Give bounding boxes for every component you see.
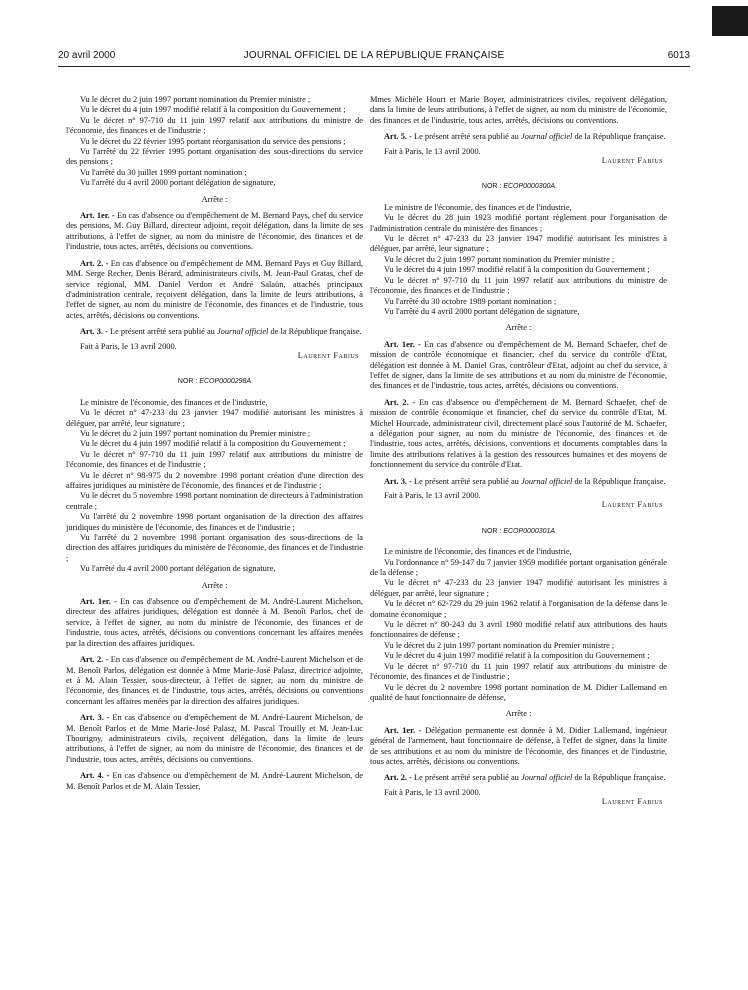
header-rule	[58, 66, 690, 67]
visa-paragraph: Vu le décret n° 98-975 du 2 novembre 1998 portant création d'une direction des affaires juridiques au ministère de l'économie, des finances et de l'industrie ;	[66, 470, 363, 490]
article-text: En cas d'absence ou d'empêchement de MM. Bernard Pays et Guy Billard, MM. Serge Recher, Denis Bérard, administrateurs civils, M. Jean-Paul Gratas, chef de service régional, MM. Daniel Verdon et André Salaün, attachés principaux d'administration centrale, reçoivent délégation, dans la limite de leurs attributions, à l'effet de signer, au nom du ministre de l'économie, des finances et de l'industrie, tous actes, arrêtés, décisions ou conventions.	[66, 258, 364, 320]
signatory: Laurent Fabius	[601, 797, 663, 807]
visa-paragraph: Vu l'arrêté du 30 octobre 1989 portant nomination ;	[384, 296, 557, 306]
article-text: Le présent arrêté sera publié au	[110, 327, 217, 337]
article-label: Art. 3. -	[80, 713, 110, 723]
visa-paragraph: Vu l'arrêté du 30 juillet 1999 portant nomination ;	[80, 167, 247, 177]
article-text: Le présent arrêté sera publié au	[414, 476, 521, 486]
signatory: Laurent Fabius	[601, 156, 663, 166]
visa-paragraph: Vu le décret n° 97-710 du 11 juin 1997 relatif aux attributions du ministre de l'économie, des finances et de l'industrie ;	[66, 449, 363, 470]
arrete-heading: Arrête :	[505, 709, 532, 719]
article-text: de la République française.	[572, 476, 666, 486]
visa-paragraph: Vu l'arrêté du 4 avril 2000 portant délégation de signature,	[80, 178, 276, 188]
article-publication	[370, 477, 667, 487]
article	[370, 340, 667, 392]
corner-page-tab	[712, 6, 748, 36]
visa-paragraph: Vu le décret du 4 juin 1997 modifié relatif à la composition du Gouvernement ;	[384, 265, 650, 275]
article-text: Le présent arrêté sera publié au	[414, 132, 521, 142]
article-text: Délégation permanente est donnée à M. Didier Lallemand, ingénieur général de l'armement, haut fonctionnaire de défense, à l'effet de signer, dans la limite de ses attributions et au nom du ministre de l'économie, des finances et de l'industrie, tous actes, arrêtés, décisions ou conventions.	[370, 725, 667, 766]
article	[66, 211, 363, 253]
article-text: En cas d'absence ou d'empêchement de M. André-Laurent Michelson, de M. Benoît Parlos et de M. Alain Tessier,	[66, 771, 364, 791]
article-publication	[66, 327, 363, 337]
visa-paragraph: Vu le décret du 4 juin 1997 modifié relatif à la composition du Gouvernement ;	[80, 105, 346, 115]
paragraph-continuation: Mmes Michèle Hourt et Marie Boyer, administratrices civiles, reçoivent délégation, dans la limite de leurs attributions, à l'effet de signer, au nom du ministre de l'économie, des finances et de l'industrie, tous actes, arrêtés, décisions ou conventions.	[370, 95, 667, 125]
article	[370, 398, 667, 471]
article-label: Art. 3. -	[384, 476, 412, 486]
visa-paragraph: Vu l'ordonnance n° 59-147 du 7 janvier 1959 modifiée portant organisation générale de la défense ;	[370, 557, 667, 578]
article	[66, 713, 363, 765]
header-date: 20 avril 2000	[58, 50, 116, 61]
visa-paragraph: Vu le décret du 22 février 1995 portant réorganisation du service des pensions ;	[80, 136, 346, 146]
article	[370, 726, 667, 768]
visa-paragraph: Vu le décret du 2 juin 1997 portant nomination du Premier ministre ;	[80, 428, 311, 438]
article-text: de la République française.	[268, 327, 362, 337]
article-text: de la République française.	[572, 132, 666, 142]
nor-label: NOR :	[177, 378, 200, 386]
signature-date: Fait à Paris, le 13 avril 2000.	[384, 787, 481, 797]
journal-title: JOURNAL OFFICIEL DE LA RÉPUBLIQUE FRANÇAISE	[243, 50, 505, 61]
visa-paragraph: Vu le décret du 2 juin 1997 portant nomination du Premier ministre ;	[384, 254, 615, 264]
article-publication	[370, 773, 667, 783]
article-publication	[370, 132, 667, 142]
page-number: 6013	[667, 50, 690, 61]
visa-paragraph: Le ministre de l'économie, des finances et de l'industrie,	[384, 202, 572, 212]
arrete-heading: Arrête :	[201, 580, 228, 590]
visa-paragraph: Le ministre de l'économie, des finances et de l'industrie,	[384, 547, 572, 557]
article-label: Art. 1er. -	[384, 339, 421, 349]
visa-paragraph: Vu l'arrêté du 2 novembre 1998 portant organisation de la direction des affaires juridiques du ministère de l'économie, des finances et de l'industrie ;	[66, 512, 363, 532]
left-column	[66, 95, 363, 792]
nor-label: NOR :	[481, 527, 504, 535]
journal-officiel-ref: Journal officiel	[520, 773, 573, 783]
visa-paragraph: Vu le décret n° 80-243 du 3 avril 1980 modifié relatif aux attributions des hauts fonctionnaires de défense ;	[370, 620, 667, 640]
nor-code: ECOP0000300A	[503, 183, 556, 191]
article-text: En cas d'absence ou d'empêchement de M. Bernard Schaefer, chef de mission de contrôle économique et financier, chef du service du contrôle d'Etat, M. Michel Hourcade, administrateur civil, directement placé sous l'autorité de M. Schaefer, a délégation pour signer, au nom du ministre de l'économie, des finances et de l'industrie, tous actes, arrêtés, décisions, conventions et documents comptables dans la limite des attributions relatives à la gestion des ressources humaines et des moyens de fonctionnement du service du contrôle d'Etat.	[370, 397, 668, 470]
visa-paragraph: Vu le décret du 4 juin 1997 modifié relatif à la composition du Gouvernement ;	[80, 439, 346, 449]
visa-paragraph: Vu le décret du 2 novembre 1998 portant nomination de M. Didier Lallemand en qualité de haut fonctionnaire de défense,	[370, 682, 667, 702]
signatory: Laurent Fabius	[601, 500, 663, 510]
article-text: En cas d'absence ou d'empêchement de M. André-Laurent Michelson, directeur des affaires juridiques, délégation est donnée à M. Benoît Parlos, chef de service, à l'effet de signer, au nom du ministre de l'économie, des finances et de l'industrie, tous actes, arrêtés, décisions ou conventions concernant les affaires menées par la direction des affaires juridiques.	[66, 597, 364, 648]
visa-paragraph: Vu l'arrêté du 22 février 1995 portant organisation des sous-directions du service des pensions ;	[66, 147, 363, 167]
nor-label: NOR :	[481, 183, 504, 191]
article-label: Art. 3. -	[80, 327, 108, 337]
visa-paragraph: Vu le décret n° 62-729 du 29 juin 1962 relatif à l'organisation de la défense dans le domaine économique ;	[370, 599, 667, 619]
article-label: Art. 1er. -	[80, 211, 115, 221]
article-label: Art. 2. -	[80, 655, 109, 665]
article-label: Art. 1er. -	[80, 597, 117, 607]
article-text: Le présent arrêté sera publié au	[414, 773, 521, 783]
nor-reference	[370, 527, 667, 537]
signature-date: Fait à Paris, le 13 avril 2000.	[384, 146, 481, 156]
visa-paragraph: Vu le décret n° 47-233 du 23 janvier 1947 modifié autorisant les ministres à déléguer, par arrêté, leur signature ;	[66, 408, 363, 428]
article	[66, 259, 363, 321]
visa-paragraph: Vu le décret n° 97-710 du 11 juin 1997 relatif aux attributions du ministre de l'économie, des finances et de l'industrie ;	[370, 661, 667, 682]
visa-paragraph: Vu l'arrêté du 4 avril 2000 portant délégation de signature,	[384, 306, 580, 316]
article	[66, 597, 363, 649]
visa-paragraph: Vu l'arrêté du 2 novembre 1998 portant organisation des sous-directions de la direction des affaires juridiques du ministère de l'économie, des finances et de l'industrie ;	[66, 533, 363, 563]
article-label: Art. 4. -	[80, 771, 110, 781]
journal-officiel-ref: Journal officiel	[216, 327, 269, 337]
visa-paragraph: Vu le décret du 4 juin 1997 modifié relatif à la composition du Gouvernement ;	[384, 651, 650, 661]
nor-code: ECOP0000301A	[503, 527, 556, 535]
visa-paragraph: Vu le décret du 5 novembre 1998 portant nomination de directeurs à l'administration centrale ;	[66, 491, 363, 511]
nor-code: ECOP0000298A	[199, 378, 252, 386]
journal-officiel-ref: Journal officiel	[520, 132, 573, 142]
visa-paragraph: Vu l'arrêté du 4 avril 2000 portant délégation de signature,	[80, 564, 276, 574]
article	[66, 771, 363, 792]
arrete-heading: Arrête :	[201, 194, 228, 204]
article-text: En cas d'absence ou d'empêchement de M. Bernard Schaefer, chef de mission de contrôle économique et financier, chef du service du contrôle d'Etat, délégation est donnée à M. Daniel Gras, contrôleur d'Etat, adjoint au chef du service, à l'effet de signer, dans la limite de ses attributions et au nom du ministre de l'économie, des finances et de l'industrie, tous actes, arrêtés, décisions ou conventions.	[370, 339, 667, 391]
nor-reference	[66, 377, 363, 387]
article-text: En cas d'absence ou d'empêchement de M. André-Laurent Michelson et de M. Benoît Parlos, délégation est donnée à Mme Marie-José Palasz, directrice adjointe, et à M. Alain Tessier, sous-directeur, à l'effet de signer, au nom du ministre de l'économie, des finances et de l'industrie, tous actes, arrêtés, décisions ou conventions concernant les affaires menées par la direction des affaires juridiques.	[66, 655, 363, 706]
visa-paragraph: Vu le décret du 28 juin 1923 modifié portant règlement pour l'organisation de l'administration centrale du ministère des finances ;	[370, 213, 667, 233]
article-text: En cas d'absence ou d'empêchement de M. Bernard Pays, chef du service des pensions, M. Guy Billard, directeur adjoint, reçoit délégation, dans la limite de ses attributions, à l'effet de signer, au nom du ministre de l'économie, des finances et de l'industrie, tous actes, arrêtés, décisions ou conventions.	[66, 211, 363, 252]
visa-paragraph: Vu le décret n° 47-233 du 23 janvier 1947 modifié autorisant les ministres à déléguer, par arrêté, leur signature ;	[370, 578, 667, 598]
page-header	[58, 50, 690, 64]
visa-paragraph: Vu le décret du 2 juin 1997 portant nomination du Premier ministre ;	[384, 640, 615, 650]
signature-date: Fait à Paris, le 13 avril 2000.	[384, 491, 481, 500]
right-column	[370, 95, 667, 808]
article	[66, 655, 363, 707]
article-label: Art. 5. -	[384, 132, 412, 142]
arrete-heading: Arrête :	[505, 323, 532, 333]
visa-paragraph: Vu le décret du 2 juin 1997 portant nomination du Premier ministre ;	[80, 95, 311, 104]
signatory: Laurent Fabius	[297, 350, 359, 360]
article-label: Art. 1er. -	[384, 725, 422, 735]
nor-reference	[370, 182, 667, 192]
visa-paragraph: Vu le décret n° 97-710 du 11 juin 1997 relatif aux attributions du ministre de l'économie, des finances et de l'industrie ;	[370, 275, 667, 296]
article-label: Art. 2. -	[384, 773, 412, 783]
article-text: de la République française.	[572, 773, 666, 783]
signature-date: Fait à Paris, le 13 avril 2000.	[80, 341, 177, 351]
journal-officiel-ref: Journal officiel	[520, 476, 573, 486]
visa-paragraph: Le ministre de l'économie, des finances et de l'industrie,	[80, 397, 268, 407]
visa-paragraph: Vu le décret n° 97-710 du 11 juin 1997 relatif aux attributions du ministre de l'économie, des finances et de l'industrie ;	[66, 115, 363, 136]
article-label: Art. 2. -	[80, 258, 109, 268]
visa-paragraph: Vu le décret n° 47-233 du 23 janvier 1947 modifié autorisant les ministres à déléguer, par arrêté, leur signature ;	[370, 234, 667, 254]
article-text: En cas d'absence ou d'empêchement de M. André-Laurent Michelson, de M. Benoît Parlos et de Mme Marie-José Palasz, M. Pascal Trouilly et M. Jean-Luc Thourigny, administrateurs civils, reçoivent délégation, dans la limite de leurs attributions, à l'effet de signer, au nom du ministre de l'économie, des finances et de l'industrie, tous actes, arrêtés, décisions ou conventions.	[66, 713, 364, 764]
article-label: Art. 2. -	[384, 397, 416, 407]
